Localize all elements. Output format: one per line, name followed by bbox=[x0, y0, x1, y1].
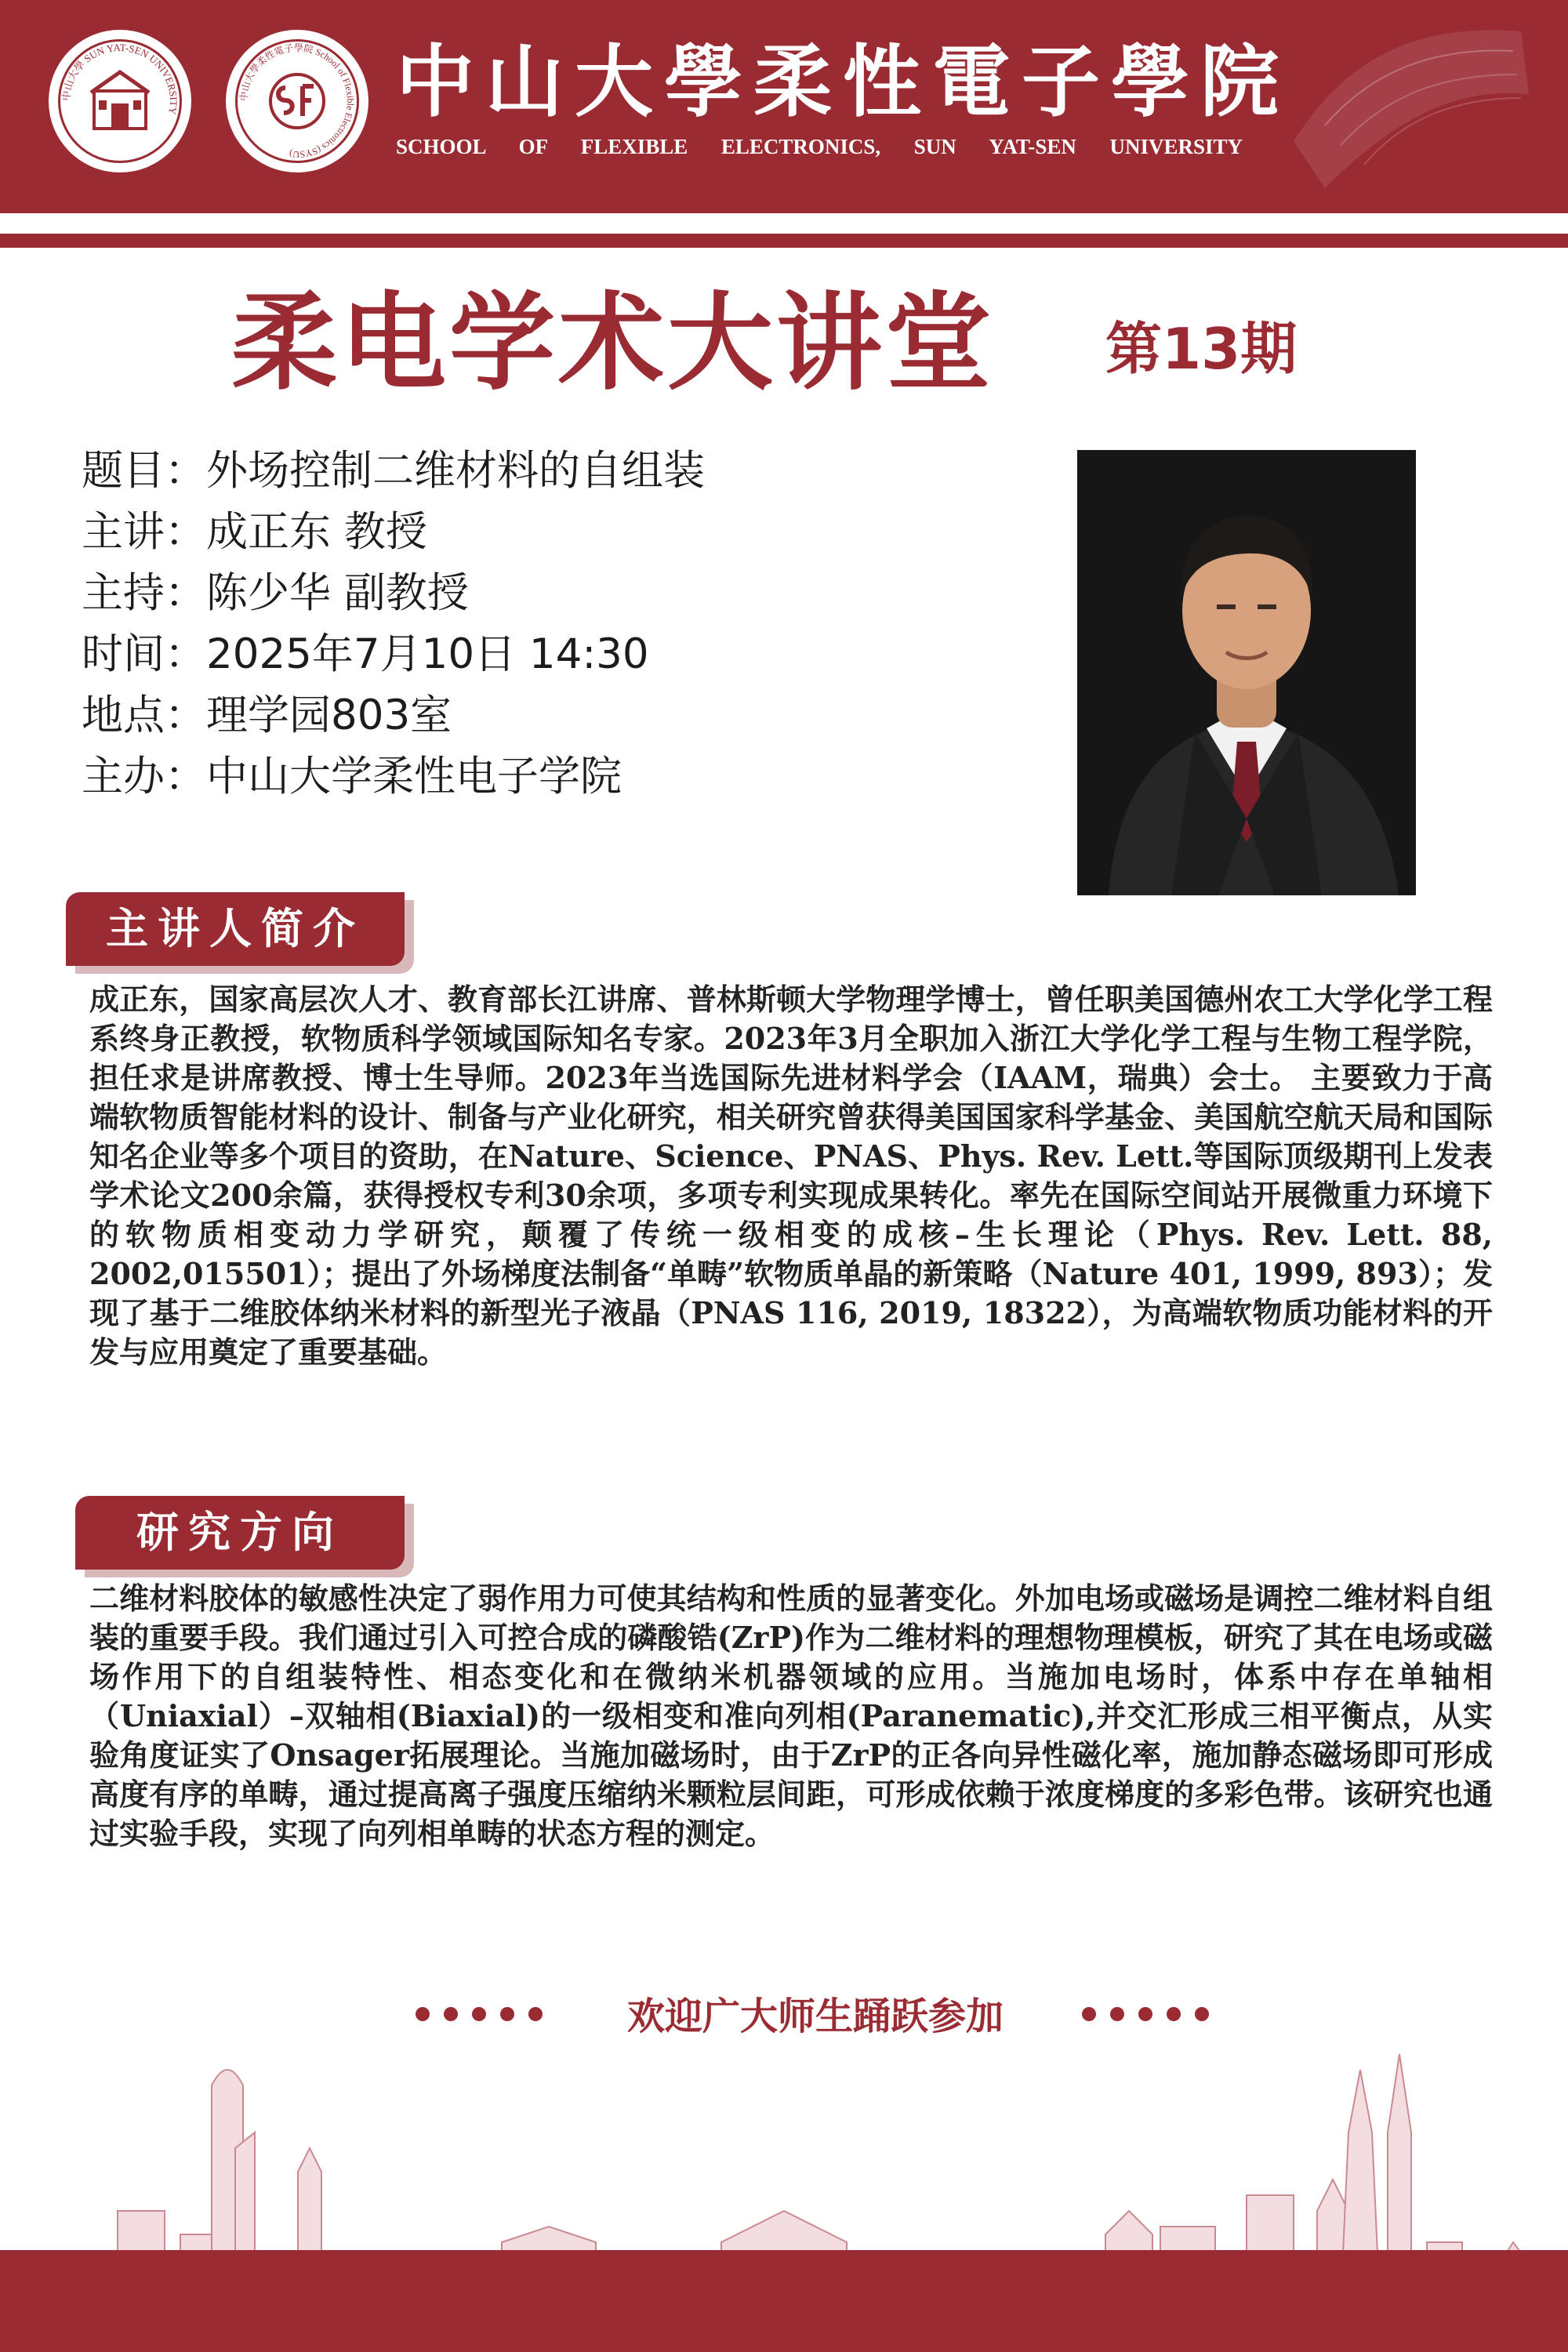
bio-heading-tab bbox=[66, 892, 405, 966]
speaker-photo-icon bbox=[1077, 450, 1416, 895]
bio-text: 成正东，国家高层次人才、教育部长江讲席、普林斯顿大学物理学博士，曾任职美国德州农工大学化学工程系终身正教授，软物质科学领域国际知名专家。2023年3月全职加入浙江大学化学工程与生物工程学院，担任求是讲席教授、博士生导师。2023年当选国际先进材料学会（IAAM，瑞典）会士。 主要致力于高端软物质智能材料的设计、制备与产业化研究，相关研究曾获得美国国家科学基金、美国航空航天局和国际知名企业等多个项目的资助，在Nature、Science、PNAS、Phys. Rev. Lett.等国际顶级期刊上发表学术论文200余篇，获得授权专利30余项，多项专利实现成果转化。率先在国际空间站开展微重力环境下的软物质相变动力学研究，颠覆了传统一级相变的成核–生长理论（Phys. Rev. Lett. 88, 2002,015501）；提出了外场梯度法制备“单畴”软物质单晶的新策略（Nature 401, 1999, 893）；发现了基于二维胶体纳米材料的新型光子液晶（PNAS 116, 2019, 18322），为高端软物质功能材料的开发与应用奠定了重要基础。 bbox=[89, 982, 1504, 1370]
header-divider bbox=[0, 234, 1568, 248]
flexible-circuit-graphic bbox=[1278, 8, 1537, 196]
issue-number: 第13期 bbox=[1105, 316, 1298, 382]
header-banner bbox=[0, 0, 1568, 213]
research-text: 二维材料胶体的敏感性决定了弱作用力可使其结构和性质的显著变化。外加电场或磁场是调控二维材料自组装的重要手段。我们通过引入可控合成的磷酸锆(ZrP)作为二维材料的理想物理模板，研究了其在电场或磁场作用下的自组装特性、相态变化和在微纳米机器领域的应用。当施加电场时，体系中存在单轴相（Uniaxial）–双轴相(Biaxial)的一级相变和准向列相(Paranematic),并交汇形成三相平衡点，从实验角度证实了Onsager拓展理论。当施加磁场时，由于ZrP的正各向异性磁化率，施加静态磁场即可形成高度有序的单畴，通过提高离子强度压缩纳米颗粒层间距，可形成依赖于浓度梯度的多彩色带。该研究也通过实验手段，实现了向列相单畴的状态方程的测定。 bbox=[89, 1581, 1493, 1851]
research-heading: 研究方向 bbox=[136, 1508, 343, 1557]
welcome-dots-left bbox=[416, 2007, 543, 2026]
info-topic: 题目：外场控制二维材料的自组装 bbox=[82, 447, 705, 495]
sfe-monogram-icon bbox=[262, 67, 332, 135]
info-location: 地点：理学园803室 bbox=[82, 691, 452, 739]
event-info bbox=[82, 441, 705, 808]
sysu-logo bbox=[49, 30, 191, 172]
school-logo bbox=[226, 30, 368, 172]
bio-heading: 主讲人简介 bbox=[106, 904, 365, 953]
footer-bar bbox=[0, 2250, 1568, 2352]
welcome-message: 欢迎广大师生踊跃参加 bbox=[626, 1994, 1004, 2038]
info-speaker: 主讲：成正东 教授 bbox=[82, 508, 427, 556]
info-host: 主持：陈少华 副教授 bbox=[82, 569, 469, 617]
event-title: 柔电学术大讲堂 bbox=[231, 281, 994, 405]
welcome-dots-right bbox=[1082, 2007, 1209, 2026]
sysu-logo-text: 中山大學 SUN YAT-SEN UNIVERSITY bbox=[60, 41, 180, 116]
speaker-portrait bbox=[1077, 450, 1416, 895]
school-name-cn: 中山大學柔性電子學院 bbox=[396, 35, 1290, 128]
sysu-gate-emblem-icon bbox=[85, 67, 155, 135]
info-organizer: 主办：中山大学柔性电子学院 bbox=[82, 753, 622, 800]
school-logo-text: 中山大學柔性電子學院 School of Flexible Electronics (SYSU) bbox=[238, 42, 357, 161]
info-time: 时间：2025年7月10日 14:30 bbox=[82, 630, 649, 678]
school-name-en: SCHOOL OF FLEXIBLE ELECTRONICS, SUN YAT-SEN UNIVERSITY bbox=[396, 135, 1243, 158]
research-heading-tab bbox=[75, 1496, 405, 1570]
